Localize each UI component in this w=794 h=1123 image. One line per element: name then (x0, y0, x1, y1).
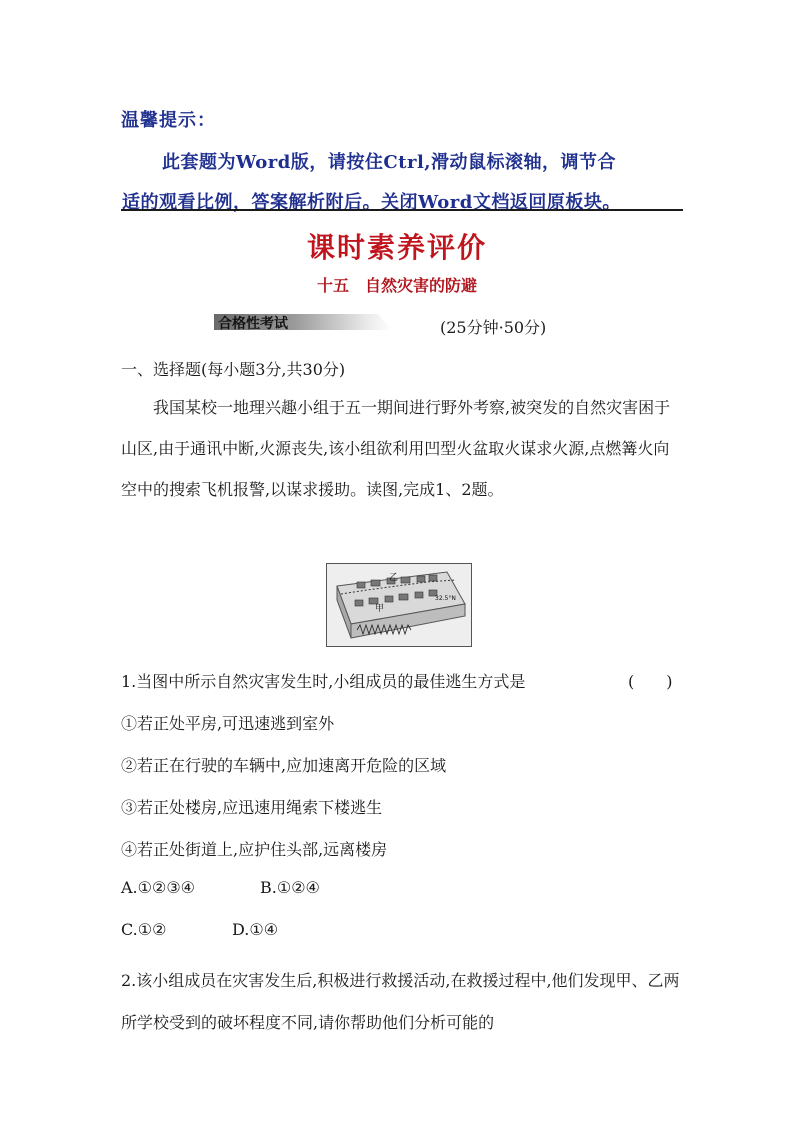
tip-line-1: 此套题为Word版，请按住Ctrl,滑动鼠标滚轴，调节合 (162, 152, 617, 173)
exam-badge-label: 合格性考试 (218, 316, 288, 332)
choice-d: D.①④ (232, 920, 279, 939)
statement-2: ②若正在行驶的车辆中,应加速离开危险的区域 (121, 756, 447, 775)
earthquake-figure (326, 563, 472, 647)
statement-4: ④若正处街道上,应护住头部,远离楼房 (121, 840, 388, 859)
section-heading: 一、选择题(每小题3分,共30分) (121, 360, 346, 379)
label-yi: 乙 (389, 573, 399, 583)
tip-line-2: 适的观看比例，答案解析附后。关闭Word文档返回原板块。 (122, 192, 621, 213)
statement-1: ①若正处平房,可迅速逃到室外 (121, 714, 335, 733)
page-title: 课时素养评价 (306, 231, 487, 264)
lesson-subtitle: 十五 自然灾害的防避 (316, 276, 477, 295)
intro-paragraph: 我国某校一地理兴趣小组于五一期间进行野外考察,被突发的自然灾害困于山区,由于通讯中断,火源丧失,该小组欲利用凹型火盆取火谋求火源,点燃篝火向空中的搜索飞机报警,以谋求援助。读图,完成1、2题。 (121, 398, 671, 499)
terrain-illustration (327, 564, 471, 646)
statement-3: ③若正处楼房,应迅速用绳索下楼逃生 (121, 798, 383, 817)
label-jia: 甲 (375, 604, 385, 614)
question-2: 2.该小组成员在灾害发生后,积极进行救援活动,在救援过程中,他们发现甲、乙两所学校受到的破坏程度不同,请你帮助他们分析可能的 (121, 971, 680, 1032)
exam-type-badge (214, 312, 392, 332)
time-score-note: (25分钟·50分) (440, 318, 547, 337)
answer-blank-1: ( ) (628, 672, 673, 691)
choice-c: C.①② (121, 920, 167, 939)
tip-divider (121, 209, 683, 211)
label-latitude: 32.5°N (435, 595, 456, 602)
choice-b: B.①②④ (260, 878, 320, 897)
choice-a: A.①②③④ (121, 878, 196, 897)
tip-title: 温馨提示： (121, 110, 216, 131)
question-1: 1.当图中所示自然灾害发生时,小组成员的最佳逃生方式是 (121, 672, 526, 691)
